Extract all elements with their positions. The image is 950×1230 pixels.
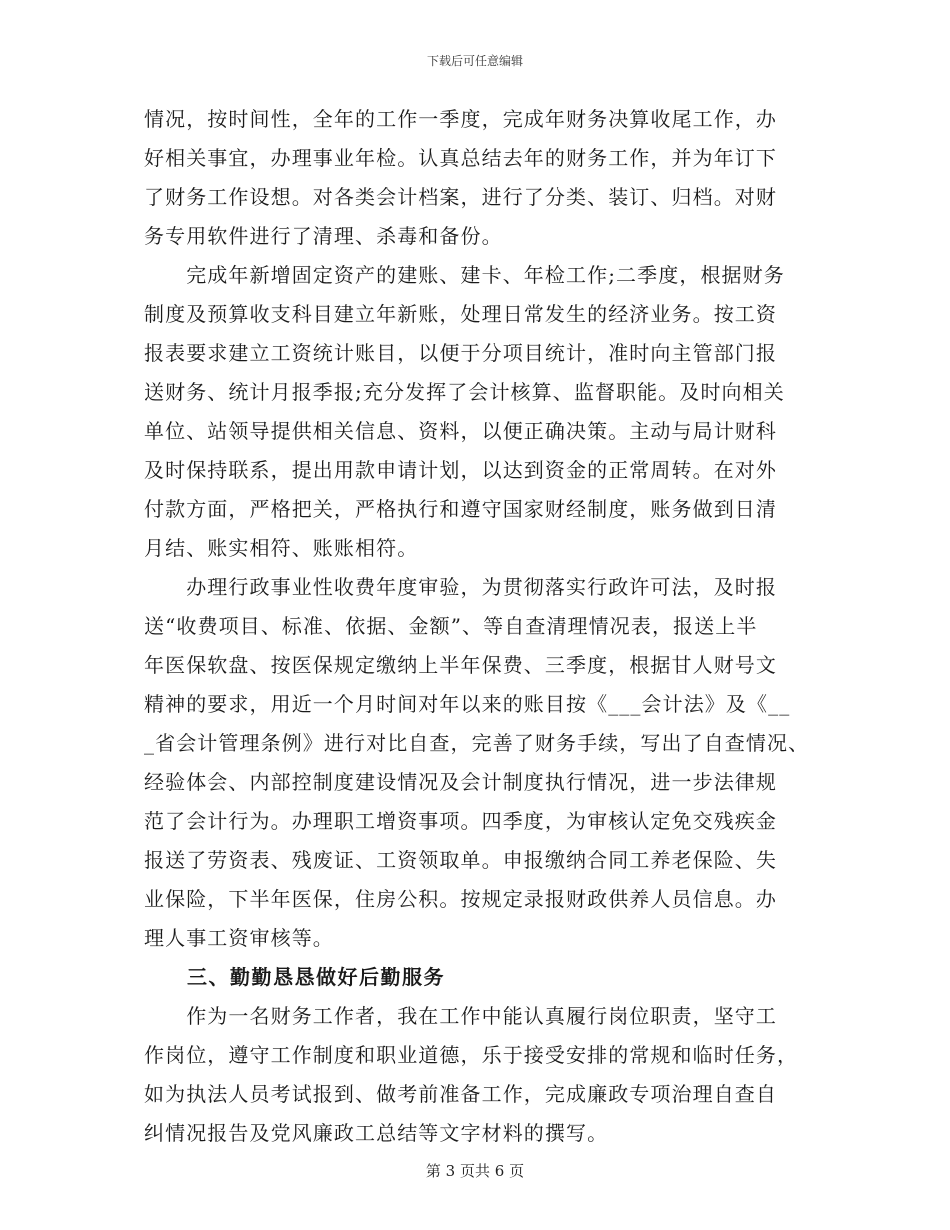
text-line: 理人事工资审核等。 [144,926,334,950]
text-line: 单位、站领导提供相关信息、资料，以便正确决策。主动与局计财科 [144,419,777,443]
text-line: 范了会计行为。办理职工增资事项。四季度，为审核认定免交残疾金 [144,809,777,833]
text-line: 制度及预算收支科目建立年新账，处理日常发生的经济业务。按工资 [144,302,777,326]
text-line: 月结、账实相符、账账相符。 [144,536,419,560]
text-line: 情况，按时间性，全年的工作一季度，完成年财务决算收尾工作，办 [144,107,777,131]
text-line: 如为执法人员考试报到、做考前准备工作，完成廉政专项治理自查自 [144,1082,777,1106]
text-line: 付款方面，严格把关，严格执行和遵守国家财经制度，账务做到日清 [144,497,777,521]
text-line: 精神的要求，用近一个月时间对年以来的账目按《___会计法》及《__ [144,692,791,716]
text-line: _省会计管理条例》进行对比自查，完善了财务手续，写出了自查情况、 [144,731,810,755]
text-line: 务专用软件进行了清理、杀毒和备份。 [144,224,503,248]
text-line: 作岗位，遵守工作制度和职业道德，乐于接受安排的常规和临时任务， [144,1043,799,1067]
text-line: 作为一名财务工作者，我在工作中能认真履行岗位职责，坚守工 [144,1004,777,1028]
text-line: 送“收费项目、标准、依据、金额”、等自查清理情况表，报送上半 [144,614,758,638]
page-header: 下载后可任意编辑 [426,54,523,68]
text-line: 业保险，下半年医保，住房公积。按规定录报财政供养人员信息。办 [144,887,777,911]
text-line: 报送了劳资表、残废证、工资领取单。申报缴纳合同工养老保险、失 [144,848,777,872]
text-line: 办理行政事业性收费年度审验，为贯彻落实行政许可法，及时报 [144,575,777,599]
section-heading: 三、勤勤恳恳做好后勤服务 [144,965,445,989]
text-line: 纠情况报告及党风廉政工总结等文字材料的撰写。 [144,1121,609,1145]
text-line: 了财务工作设想。对各类会计档案，进行了分类、装订、归档。对财 [144,185,777,209]
document-body [144,100,824,1153]
text-line: 报表要求建立工资统计账目，以便于分项目统计，准时向主管部门报 [144,341,777,365]
page-footer: 第 3 页共 6 页 [425,1162,525,1180]
text-line: 及时保持联系，提出用款申请计划，以达到资金的正常周转。在对外 [144,458,777,482]
text-line: 好相关事宜，办理事业年检。认真总结去年的财务工作，并为年订下 [144,146,777,170]
text-line: 完成年新增固定资产的建账、建卡、年检工作;二季度，根据财务 [144,263,785,287]
text-line: 年医保软盘、按医保规定缴纳上半年保费、三季度，根据甘人财号文 [144,653,777,677]
text-line: 送财务、统计月报季报;充分发挥了会计核算、监督职能。及时向相关 [144,380,785,404]
text-line: 经验体会、内部控制度建设情况及会计制度执行情况，进一步法律规 [144,770,777,794]
